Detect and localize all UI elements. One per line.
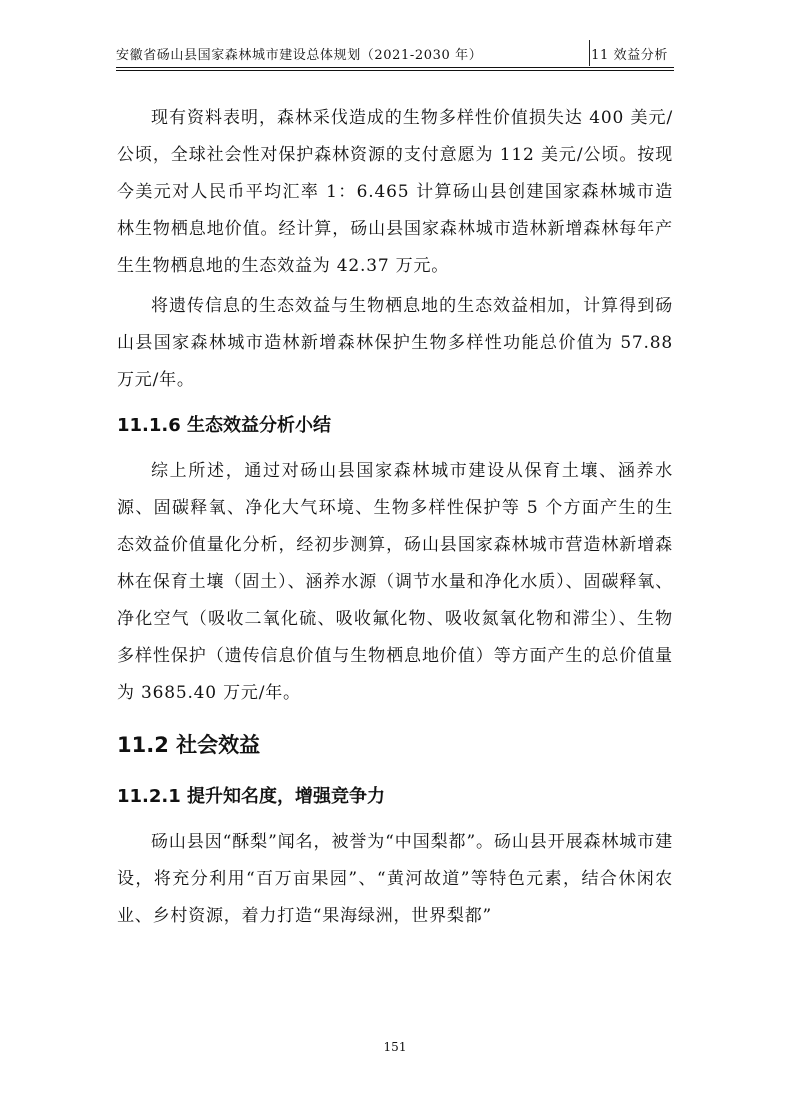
- header-rule: [116, 67, 674, 71]
- paragraph-summary: 综上所述，通过对砀山县国家森林城市建设从保育土壤、涵养水源、固碳释氧、净化大气环境、生物多样性保护等 5 个方面产生的生态效益价值量化分析，经初步测算，砀山县国家森林城市营造林新增森林在保育土壤（固土）、涵养水源（调节水量和净化水质）、固碳释氧、净化空气（吸收二氧化硫、吸收氟化物、吸收氮氧化物和滞尘）、生物多样性保护（遗传信息价值与生物栖息地价值）等方面产生的总价值量为 3685.40 万元/年。: [117, 461, 673, 703]
- paragraph-habitat-value: 现有资料表明，森林采伐造成的生物多样性价值损失达 400 美元/公顷，全球社会性对保护森林资源的支付意愿为 112 美元/公顷。按现今美元对人民币平均汇率 1：6.465 计算砀山县创建国家森林城市造林生物栖息地价值。经计算，砀山县国家森林城市造林新增森林每年产生生物栖息地的生态效益为 42.37 万元。: [117, 108, 673, 276]
- running-header: [116, 40, 674, 66]
- paragraph-reputation: 砀山县因“酥梨”闻名，被誉为“中国梨都”。砀山县开展森林城市建设，将充分利用“百万亩果园”、“黄河故道”等特色元素，结合休闲农业、乡村资源，着力打造“果海绿洲，世界梨都”: [117, 832, 673, 926]
- section-heading-11-1-6: 11.1.6 生态效益分析小结: [117, 415, 332, 436]
- section-heading-11-2: 11.2 社会效益: [117, 733, 261, 757]
- chapter-title: 11 效益分析: [591, 48, 668, 63]
- section-heading-11-2-1: 11.2.1 提升知名度，增强竞争力: [117, 786, 386, 807]
- paragraph-biodiversity-total: 将遗传信息的生态效益与生物栖息地的生态效益相加，计算得到砀山县国家森林城市造林新增森林保护生物多样性功能总价值为 57.88 万元/年。: [117, 296, 673, 390]
- header-divider: [589, 40, 590, 66]
- document-title: 安徽省砀山县国家森林城市建设总体规划（2021-2030 年）: [116, 48, 483, 63]
- page-body: [117, 100, 673, 935]
- page-number: 151: [383, 1040, 407, 1054]
